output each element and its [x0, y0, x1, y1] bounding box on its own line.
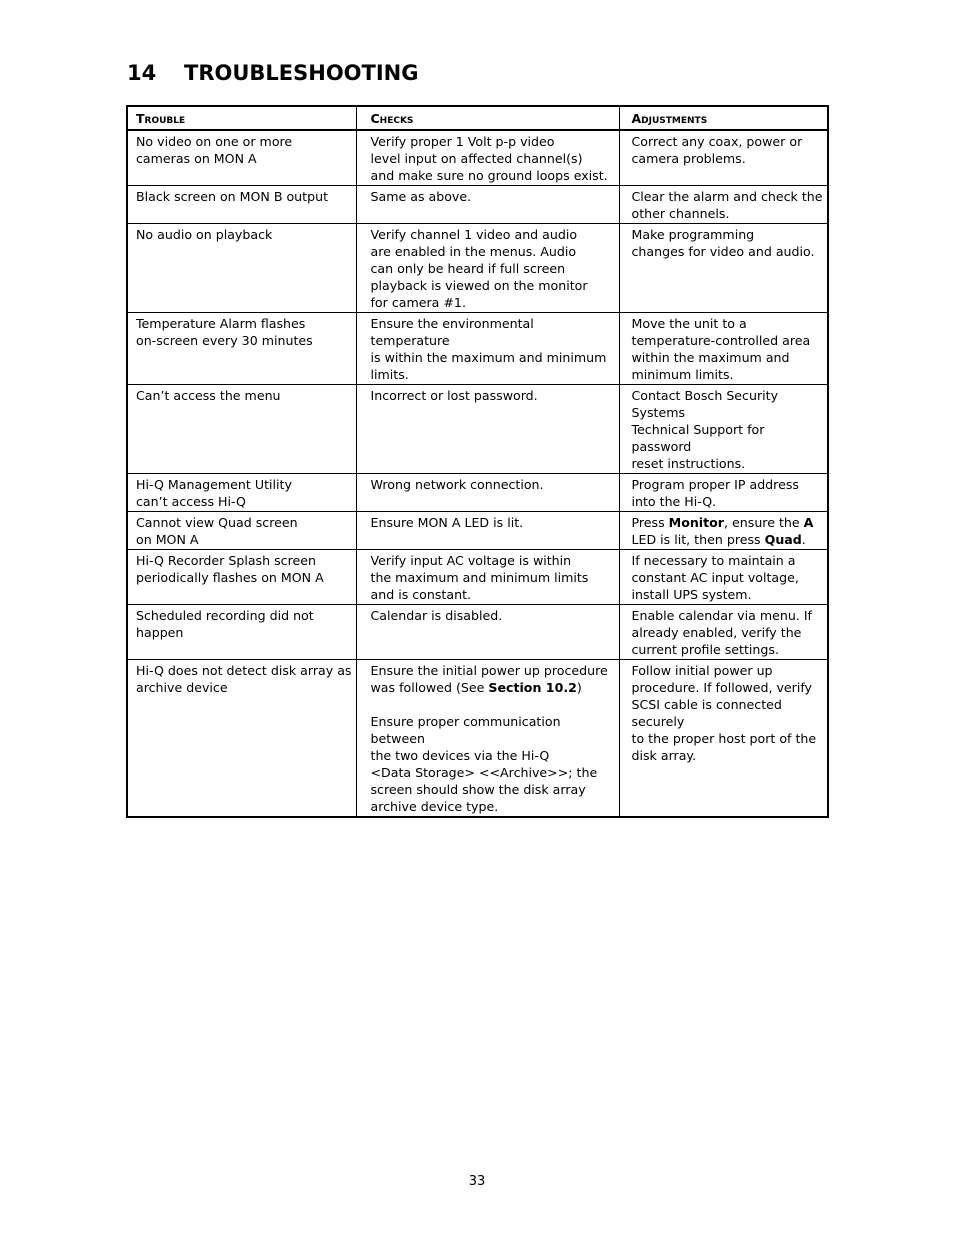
table-row [127, 512, 828, 550]
checks-text: ) [576, 680, 582, 695]
checks-cell [356, 660, 619, 818]
adjustments-cell: Enable calendar via menu. If already enabled, verify the current profile settings. [619, 605, 828, 660]
adjustments-text: , ensure the [724, 515, 804, 530]
adjustments-text: Press [631, 515, 669, 530]
adjustments-text: LED is lit, then press [631, 532, 761, 547]
adjustments-cell: Move the unit to a temperature-controlled area within the maximum and minimum limits. [619, 313, 828, 385]
paragraph-gap [371, 696, 615, 713]
adjustments-cell: If necessary to maintain a constant AC input voltage, install UPS system. [619, 550, 828, 605]
trouble-cell: No video on one or more cameras on MON A [127, 130, 356, 186]
adjustments-cell: Follow initial power up procedure. If followed, verify SCSI cable is connected securely to the proper host port of the disk array. [619, 660, 828, 818]
table-row [127, 550, 828, 605]
adjustments-cell: Program proper IP address into the Hi-Q. [619, 474, 828, 512]
adjustments-cell: Correct any coax, power or camera problems. [619, 130, 828, 186]
header-trouble: Trouble [127, 106, 356, 130]
section-reference: Section 10.2 [488, 680, 577, 695]
adjustments-text: . [801, 532, 806, 547]
adjustments-cell [619, 512, 828, 550]
adjustments-cell: Make programming changes for video and audio. [619, 224, 828, 313]
table-row [127, 660, 828, 818]
checks-cell: Ensure the environmental temperature is within the maximum and minimum limits. [356, 313, 619, 385]
checks-cell: Wrong network connection. [356, 474, 619, 512]
adjustments-cell: Contact Bosch Security Systems Technical Support for password reset instructions. [619, 385, 828, 474]
checks-cell: Same as above. [356, 186, 619, 224]
section-heading [127, 61, 419, 85]
table-row [127, 605, 828, 660]
header-checks: Checks [356, 106, 619, 130]
trouble-cell: Scheduled recording did not happen [127, 605, 356, 660]
checks-cell: Incorrect or lost password. [356, 385, 619, 474]
checks-cell: Calendar is disabled. [356, 605, 619, 660]
table-row [127, 224, 828, 313]
troubleshooting-table [126, 105, 829, 818]
checks-cell: Verify input AC voltage is within the maximum and minimum limits and is constant. [356, 550, 619, 605]
table-row [127, 186, 828, 224]
trouble-cell: Cannot view Quad screen on MON A [127, 512, 356, 550]
page-number: 33 [468, 1174, 486, 1189]
table-row [127, 474, 828, 512]
table-row [127, 313, 828, 385]
checks-text: Ensure proper communication between the two devices via the Hi-Q <Data Storage> <<Archive>>; the screen should show the disk array archive device type. [370, 714, 598, 814]
trouble-cell: Black screen on MON B output [127, 186, 356, 224]
section-title: TROUBLESHOOTING [184, 61, 419, 85]
table-row [127, 130, 828, 186]
checks-cell: Ensure MON A LED is lit. [356, 512, 619, 550]
table-row [127, 385, 828, 474]
section-number: 14 [127, 61, 157, 85]
trouble-cell: Temperature Alarm flashes on-screen every 30 minutes [127, 313, 356, 385]
table-header-row [127, 106, 828, 130]
trouble-cell: Can’t access the menu [127, 385, 356, 474]
header-adjustments: Adjustments [619, 106, 828, 130]
monitor-key-label: Monitor [668, 515, 725, 530]
trouble-cell: Hi-Q Management Utility can’t access Hi-Q [127, 474, 356, 512]
trouble-cell: Hi-Q Recorder Splash screen periodically flashes on MON A [127, 550, 356, 605]
a-led-label: A [803, 515, 814, 530]
checks-text: Ensure the initial power up procedure was followed (See [370, 663, 608, 695]
adjustments-cell: Clear the alarm and check the other channels. [619, 186, 828, 224]
trouble-cell: Hi-Q does not detect disk array as archive device [127, 660, 356, 818]
checks-cell: Verify proper 1 Volt p-p video level input on affected channel(s) and make sure no ground loops exist. [356, 130, 619, 186]
trouble-cell: No audio on playback [127, 224, 356, 313]
quad-key-label: Quad [764, 532, 802, 547]
checks-cell: Verify channel 1 video and audio are enabled in the menus. Audio can only be heard if full screen playback is viewed on the monitor for camera #1. [356, 224, 619, 313]
